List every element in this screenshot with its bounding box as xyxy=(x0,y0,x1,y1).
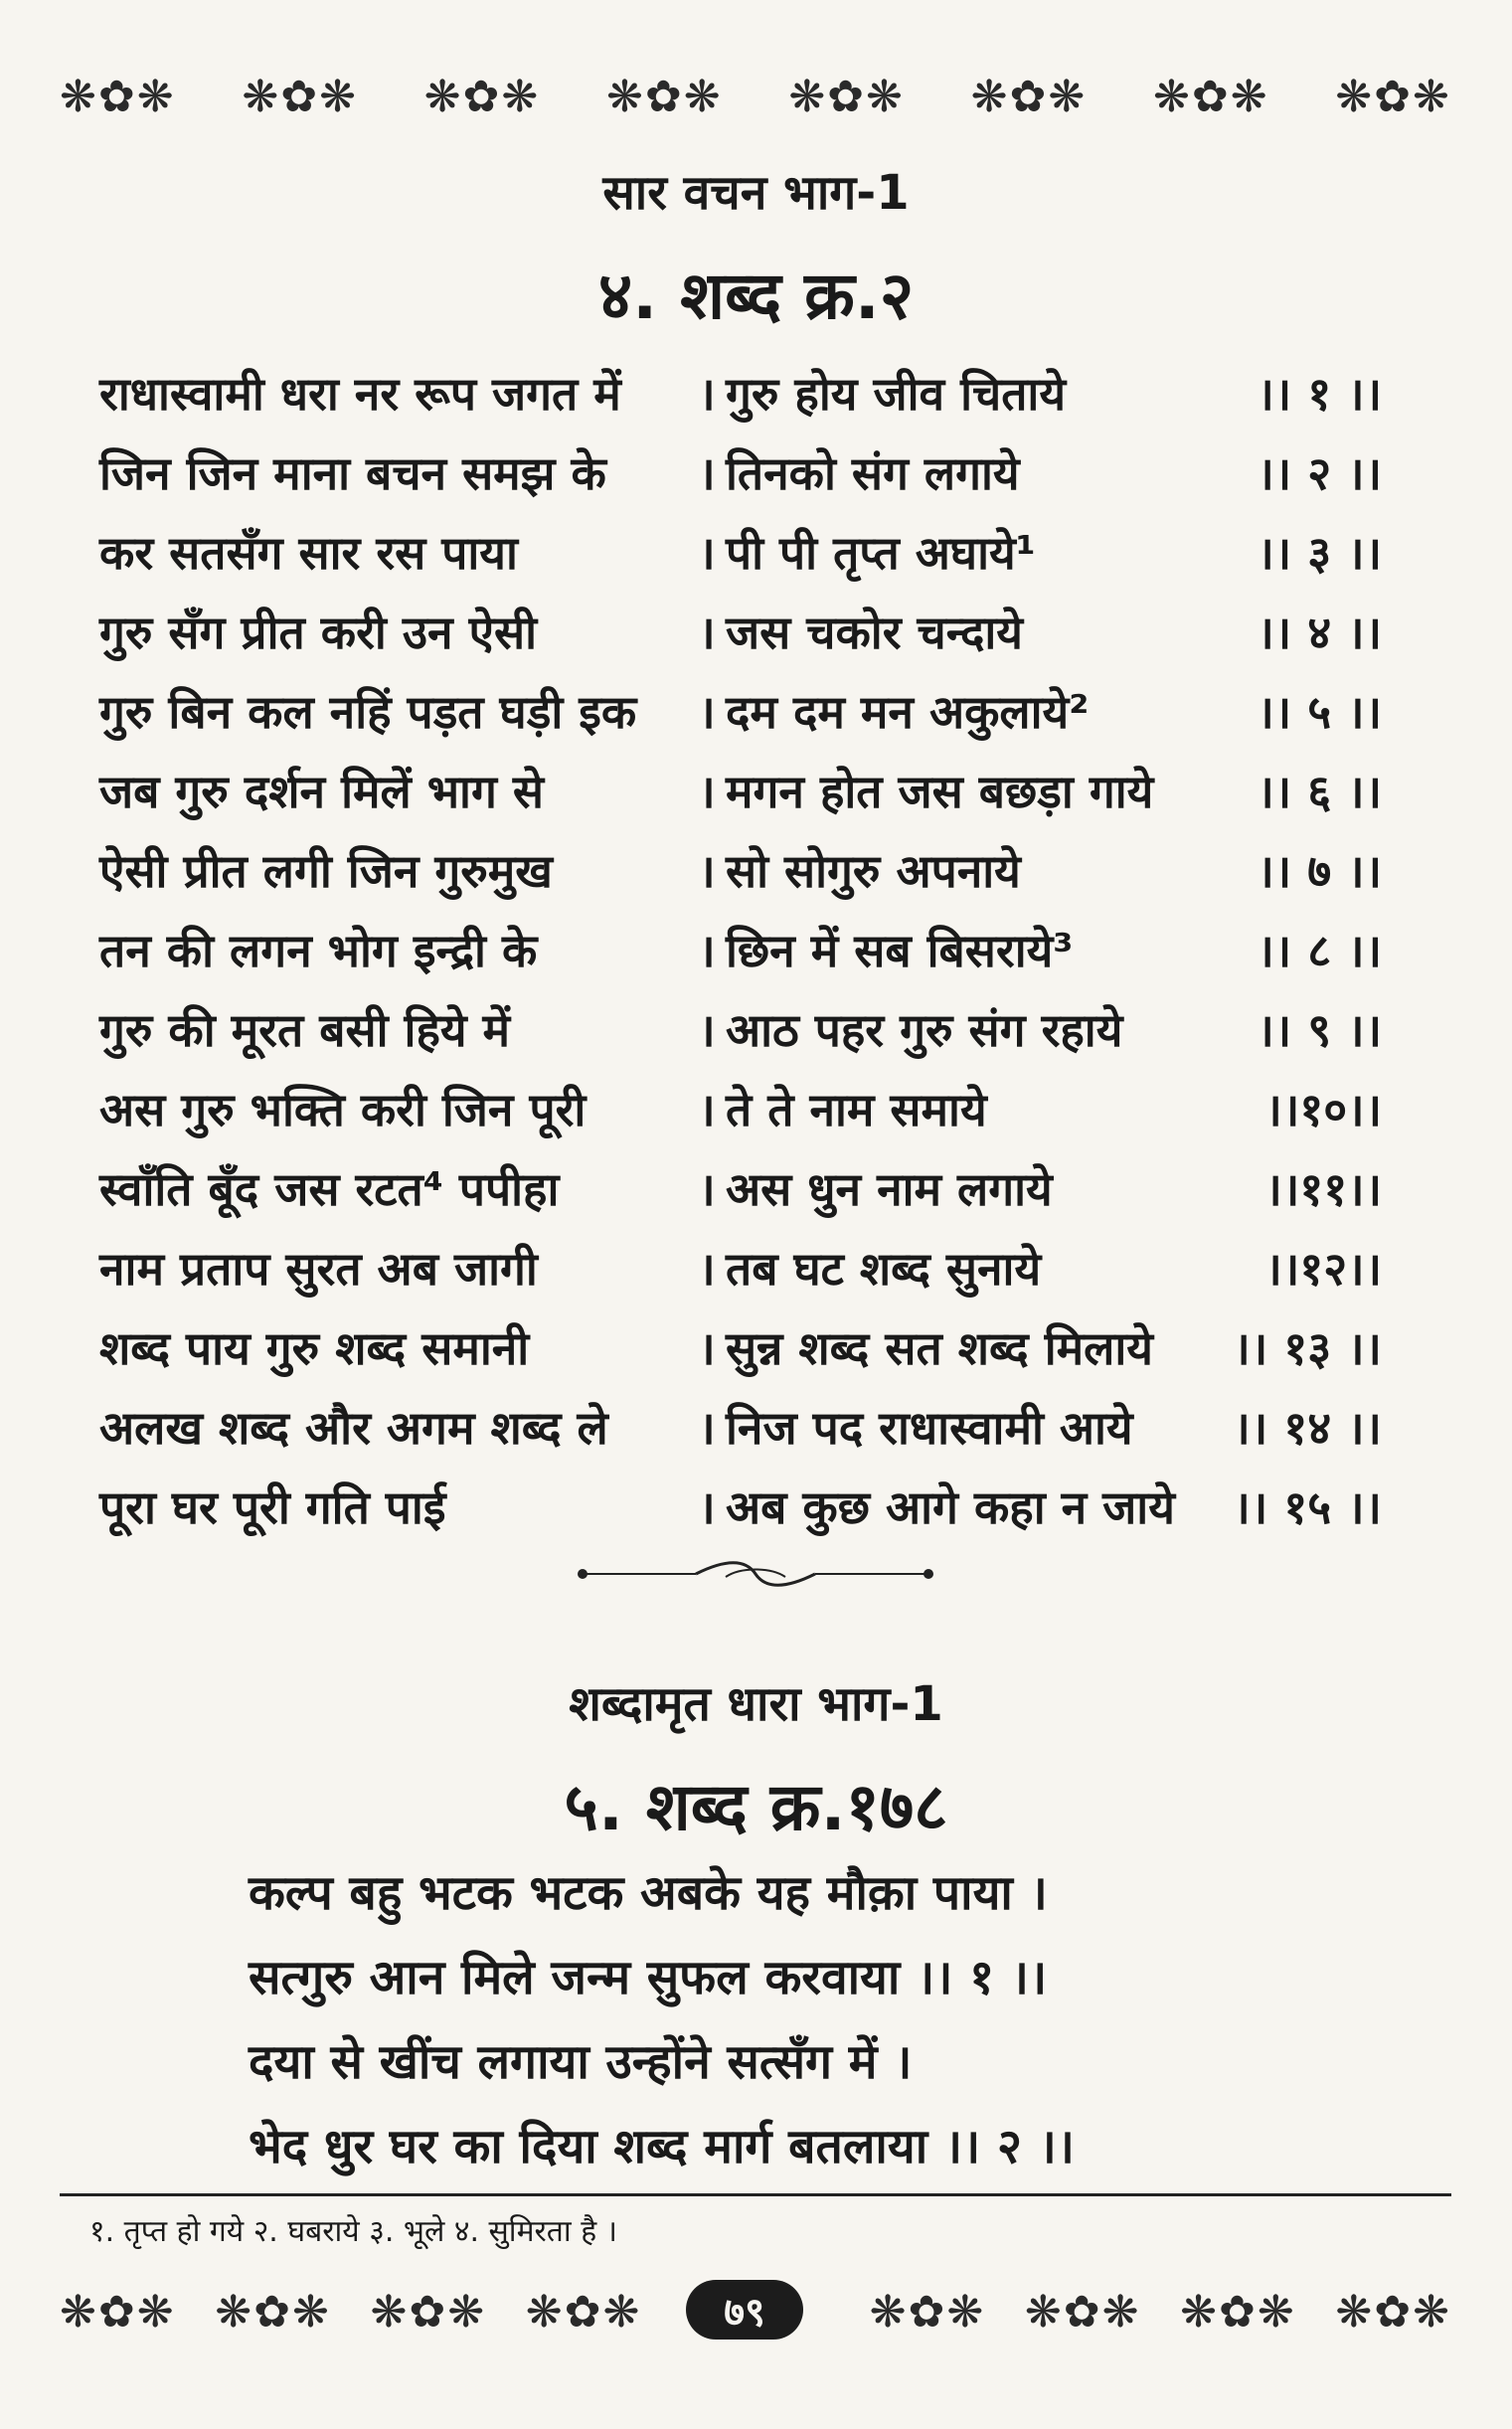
verse-line: नाम प्रताप सुरत अब जागी xyxy=(99,1242,538,1296)
danda-separator: । xyxy=(698,446,716,500)
verse-row xyxy=(99,353,1382,433)
verse-line: स्वाँति बूँद जस रटत⁴ पपीहा xyxy=(99,1162,560,1216)
verse-row xyxy=(99,830,1382,910)
danda-separator: । xyxy=(698,367,716,421)
verse-row xyxy=(99,1307,1382,1387)
section2-line: दया से खींच लगाया उन्होंने सत्सँग में । xyxy=(249,2034,913,2090)
verse-number: ।। ९ ।। xyxy=(1257,1003,1382,1057)
danda-separator: । xyxy=(698,924,716,977)
danda-separator: । xyxy=(698,1321,716,1375)
ornament-icon: ❋✿❋ xyxy=(423,71,541,122)
verse-line: अस गुरु भक्ति करी जिन पूरी xyxy=(99,1083,587,1136)
danda-separator: । xyxy=(698,526,716,580)
ornament-icon: ❋✿❋ xyxy=(605,71,723,122)
verse-number: ।। ६ ।। xyxy=(1257,765,1382,818)
verse-row xyxy=(99,910,1382,989)
verse-row xyxy=(99,1069,1382,1148)
verse-refrain: दम दम मन अकुलाये² xyxy=(726,685,1090,739)
ornament-icon: ❋✿❋ xyxy=(215,2286,331,2338)
section2-line: भेद धुर घर का दिया शब्द मार्ग बतलाया ।। २ ।। xyxy=(249,2119,1075,2174)
footnotes: १. तृप्त हो गये २. घबराये ३. भूले ४. सुमिरता है । xyxy=(89,2214,618,2249)
page-number: ७९ xyxy=(686,2280,803,2340)
verse-number: ।। १४ ।। xyxy=(1233,1401,1382,1455)
verse-refrain: आठ पहर गुरु संग रहाये xyxy=(726,1003,1123,1057)
ornament-icon: ❋✿❋ xyxy=(869,2286,986,2338)
danda-separator: । xyxy=(698,606,716,659)
ornament-icon: ❋✿❋ xyxy=(1152,71,1269,122)
section2-title: ५. शब्द क्र.१७८ xyxy=(564,1769,948,1845)
verse-number: ।। ८ ।। xyxy=(1257,924,1382,977)
section1-source: सार वचन भाग-1 xyxy=(602,165,910,221)
danda-separator: । xyxy=(698,1401,716,1455)
ornament-icon: ❋✿❋ xyxy=(788,71,905,122)
verse-row xyxy=(99,1228,1382,1307)
ornament-icon: ❋✿❋ xyxy=(1335,71,1451,122)
verse-refrain: ते ते नाम समाये xyxy=(726,1083,987,1136)
verse-number: ।। ७ ।। xyxy=(1257,844,1382,898)
verse-refrain: गुरु होय जीव चिताये xyxy=(726,367,1067,421)
verse-number: ।। १३ ।। xyxy=(1233,1321,1382,1375)
verse-number: ।।११।। xyxy=(1264,1162,1382,1216)
verse-line: राधास्वामी धरा नर रूप जगत में xyxy=(99,367,621,421)
verse-number: ।।१०।। xyxy=(1264,1083,1382,1136)
verse-number: ।।१२।। xyxy=(1264,1242,1382,1296)
verse-line: जब गुरु दर्शन मिलें भाग से xyxy=(99,765,544,818)
verse-refrain: सो सोगुरु अपनाये xyxy=(726,844,1021,898)
verse-row xyxy=(99,751,1382,830)
ornament-icon: ❋✿❋ xyxy=(1335,2286,1451,2338)
danda-separator: । xyxy=(698,1162,716,1216)
ornament-icon: ❋✿❋ xyxy=(1180,2286,1296,2338)
verse-line: गुरु सँग प्रीत करी उन ऐसी xyxy=(99,606,538,659)
danda-separator: । xyxy=(698,1242,716,1296)
ornament-icon: ❋✿❋ xyxy=(242,71,358,122)
verse-row xyxy=(99,1387,1382,1467)
ornament-icon: ❋✿❋ xyxy=(370,2286,487,2338)
verse-line: गुरु बिन कल नहिं पड़त घड़ी इक xyxy=(99,685,637,739)
verse-number: ।। २ ।। xyxy=(1257,446,1382,500)
verse-number: ।। ४ ।। xyxy=(1257,606,1382,659)
verse-refrain: मगन होत जस बछड़ा गाये xyxy=(726,765,1154,818)
verse-row xyxy=(99,1148,1382,1228)
verse-number: ।। ३ ।। xyxy=(1257,526,1382,580)
ornament-icon: ❋✿❋ xyxy=(970,71,1088,122)
verse-refrain: पी पी तृप्त अघाये¹ xyxy=(726,526,1036,580)
danda-separator: । xyxy=(698,844,716,898)
verse-row xyxy=(99,512,1382,592)
footnote-rule xyxy=(60,2193,1451,2196)
verse-number: ।। १ ।। xyxy=(1257,367,1382,421)
verse-line: गुरु की मूरत बसी हिये में xyxy=(99,1003,511,1057)
ornament-icon: ❋✿❋ xyxy=(60,71,176,122)
verse-refrain: तिनको संग लगाये xyxy=(726,446,1020,500)
verse-refrain: अस धुन नाम लगाये xyxy=(726,1162,1053,1216)
verse-line: जिन जिन माना बचन समझ के xyxy=(99,446,606,500)
top-ornament-border xyxy=(60,62,1451,131)
ornament-icon: ❋✿❋ xyxy=(525,2286,642,2338)
section2-line: कल्प बहु भटक भटक अबके यह मौक़ा पाया । xyxy=(249,1865,1048,1921)
verse-line: अलख शब्द और अगम शब्द ले xyxy=(99,1401,608,1455)
danda-separator: । xyxy=(698,685,716,739)
divider-ornament-icon xyxy=(577,1559,934,1589)
section1-title: ४. शब्द क्र.२ xyxy=(597,258,915,334)
section2-line: सत्गुरु आन मिले जन्म सुफल करवाया ।। १ ।। xyxy=(249,1950,1048,2005)
verse-row xyxy=(99,433,1382,512)
verse-line: पूरा घर पूरी गति पाई xyxy=(99,1480,446,1534)
verse-line: तन की लगन भोग इन्द्री के xyxy=(99,924,538,977)
danda-separator: । xyxy=(698,1083,716,1136)
verse-row xyxy=(99,989,1382,1069)
verse-line: शब्द पाय गुरु शब्द समानी xyxy=(99,1321,530,1375)
verse-row xyxy=(99,592,1382,671)
verse-line: ऐसी प्रीत लगी जिन गुरुमुख xyxy=(99,844,553,898)
ornament-icon: ❋✿❋ xyxy=(60,2286,176,2338)
danda-separator: । xyxy=(698,1003,716,1057)
verse-refrain: सुन्न शब्द सत शब्द मिलाये xyxy=(726,1321,1153,1375)
ornament-icon: ❋✿❋ xyxy=(1024,2286,1141,2338)
verse-line: कर सतसँग सार रस पाया xyxy=(99,526,518,580)
verse-number: ।। ५ ।। xyxy=(1257,685,1382,739)
verse-refrain: तब घट शब्द सुनाये xyxy=(726,1242,1042,1296)
danda-separator: । xyxy=(698,1480,716,1534)
verse-refrain: निज पद राधास्वामी आये xyxy=(726,1401,1133,1455)
verse-refrain: जस चकोर चन्दाये xyxy=(726,606,1023,659)
verse-refrain: अब कुछ आगे कहा न जाये xyxy=(726,1480,1175,1534)
verse-refrain: छिन में सब बिसराये³ xyxy=(726,924,1074,977)
verse-row xyxy=(99,1467,1382,1546)
danda-separator: । xyxy=(698,765,716,818)
verse-number: ।। १५ ।। xyxy=(1233,1480,1382,1534)
section2-source: शब्दामृत धारा भाग-1 xyxy=(569,1676,943,1732)
verse-row xyxy=(99,671,1382,751)
